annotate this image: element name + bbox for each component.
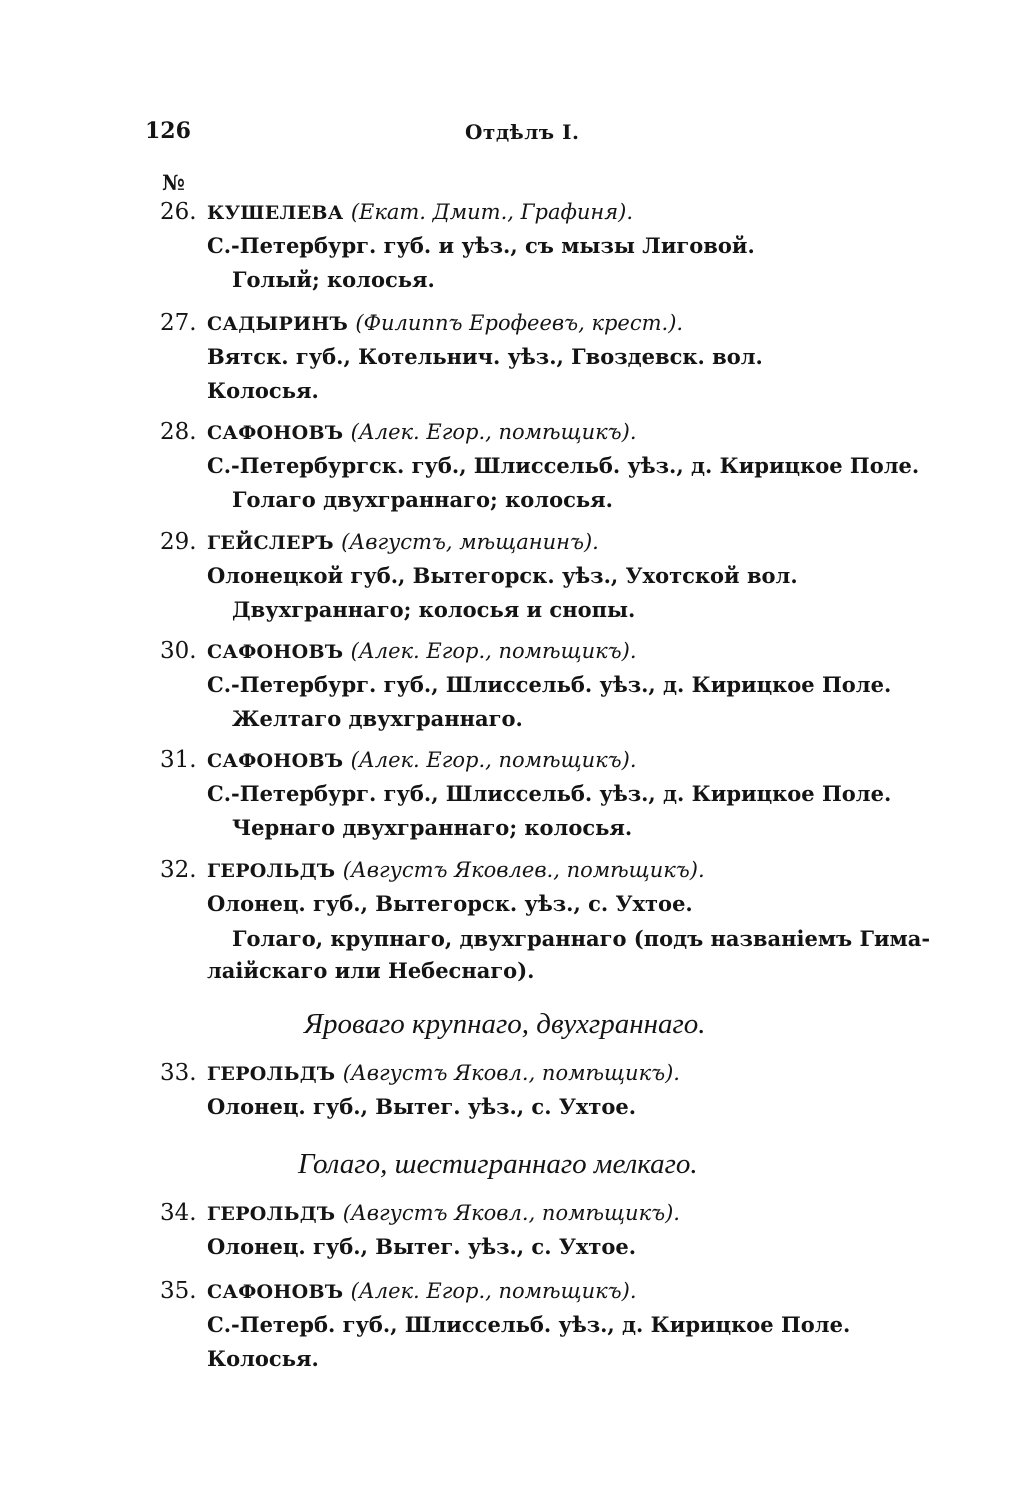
- entry-heading: [207, 417, 637, 448]
- entry-location: С.-Петербургск. губ., Шлиссельб. уѣз., д. Кирицкое Поле.: [207, 453, 920, 478]
- entry-person: (Августъ Яковл., помѣщикъ).: [342, 1061, 680, 1085]
- entry-name: САФОНОВЪ: [207, 750, 344, 772]
- entry-description: Голаго двухграннаго; колосья.: [232, 487, 613, 512]
- entry-number: 26.: [160, 199, 197, 225]
- entry-description: Колосья.: [207, 378, 319, 403]
- entry-location: Олонец. губ., Вытег. уѣз., с. Ухтое.: [207, 1234, 637, 1259]
- entry-name: САФОНОВЪ: [207, 422, 344, 444]
- entry-description: Чернаго двухграннаго; колосья.: [232, 815, 633, 840]
- entry-name: САДЫРИНЪ: [207, 313, 349, 335]
- entry-location: Олонец. губ., Вытег. уѣз., с. Ухтое.: [207, 1094, 637, 1119]
- entry-location: С.-Петербург. губ. и уѣз., съ мызы Лиговой.: [207, 233, 755, 258]
- entry-person: (Алек. Егор., помѣщикъ).: [350, 420, 637, 444]
- entry-name: ГЕРОЛЬДЪ: [207, 1203, 336, 1225]
- entry-number: 30.: [160, 638, 197, 664]
- entry-description: Колосья.: [207, 1346, 319, 1371]
- section-heading: Голаго, шестиграннаго мелкаго.: [298, 1148, 698, 1180]
- entry-location: С.-Петербург. губ., Шлиссельб. уѣз., д. Кирицкое Поле.: [207, 672, 892, 697]
- entry-number: 28.: [160, 419, 197, 445]
- entry-description: Голый; колосья.: [232, 267, 435, 292]
- page-number: 126: [145, 118, 191, 144]
- entry-name: ГЕРОЛЬДЪ: [207, 860, 336, 882]
- entry-number: 34.: [160, 1200, 197, 1226]
- entry-heading: [207, 1058, 680, 1089]
- entry-person: (Августъ, мѣщанинъ).: [341, 530, 599, 554]
- entry-location: С.-Петербург. губ., Шлиссельб. уѣз., д. Кирицкое Поле.: [207, 781, 892, 806]
- entry-number: 27.: [160, 310, 197, 336]
- entry-location: Вятск. губ., Котельнич. уѣз., Гвоздевск. вол.: [207, 344, 763, 369]
- entry-description-cont: лаійскаго или Небеснаго).: [207, 958, 535, 983]
- entry-location: С.-Петерб. губ., Шлиссельб. уѣз., д. Кирицкое Поле.: [207, 1312, 851, 1337]
- entry-name: САФОНОВЪ: [207, 1281, 344, 1303]
- entry-person: (Филиппъ Ерофеевъ, крест.).: [355, 311, 684, 335]
- entry-person: (Августъ Яковлев., помѣщикъ).: [342, 858, 705, 882]
- entry-heading: [207, 1198, 680, 1229]
- entry-heading: [207, 527, 599, 558]
- entry-person: (Алек. Егор., помѣщикъ).: [350, 748, 637, 772]
- running-head: Отдѣлъ I.: [465, 120, 580, 144]
- entry-number: 29.: [160, 529, 197, 555]
- entry-location: Олонец. губ., Вытегорск. уѣз., с. Ухтое.: [207, 891, 693, 916]
- section-heading: Яроваго крупнаго, двухграннаго.: [304, 1008, 706, 1040]
- number-sign: №: [162, 170, 185, 195]
- entry-name: САФОНОВЪ: [207, 641, 344, 663]
- entry-description: Голаго, крупнаго, двухграннаго (подъ названіемъ Гима-: [232, 926, 931, 951]
- entry-person: (Алек. Егор., помѣщикъ).: [350, 1279, 637, 1303]
- entry-heading: [207, 745, 637, 776]
- entry-location: Олонецкой губ., Вытегорск. уѣз., Ухотской вол.: [207, 563, 798, 588]
- entry-name: ГЕЙСЛЕРЪ: [207, 532, 334, 554]
- entry-person: (Екат. Дмит., Графиня).: [350, 200, 634, 224]
- entry-number: 31.: [160, 747, 197, 773]
- entry-description: Двухграннаго; колосья и снопы.: [232, 597, 636, 622]
- entry-name: ГЕРОЛЬДЪ: [207, 1063, 336, 1085]
- entry-number: 32.: [160, 857, 197, 883]
- entry-heading: [207, 1276, 637, 1307]
- entry-person: (Алек. Егор., помѣщикъ).: [350, 639, 637, 663]
- entry-name: КУШЕЛЕВА: [207, 202, 344, 224]
- entry-number: 33.: [160, 1060, 197, 1086]
- entry-heading: [207, 855, 705, 886]
- entry-heading: [207, 636, 637, 667]
- entry-person: (Августъ Яковл., помѣщикъ).: [342, 1201, 680, 1225]
- entry-number: 35.: [160, 1278, 197, 1304]
- entry-description: Желтаго двухграннаго.: [232, 706, 523, 731]
- entry-heading: [207, 308, 683, 339]
- entry-heading: [207, 197, 633, 228]
